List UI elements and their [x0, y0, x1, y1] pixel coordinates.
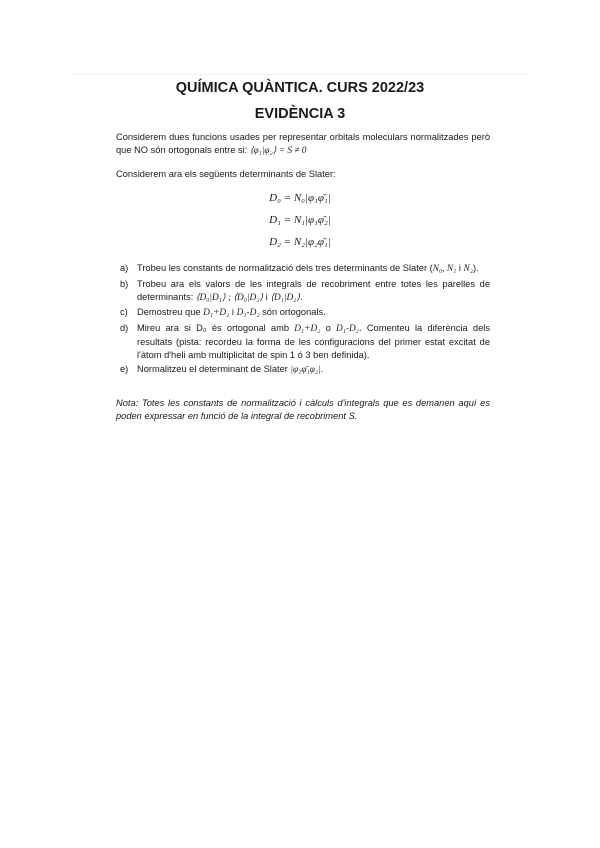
question-item	[116, 363, 490, 377]
item-text: ).	[472, 263, 479, 273]
item-label: c)	[120, 307, 128, 317]
item-text: i	[456, 263, 464, 273]
item-text: i	[263, 291, 271, 302]
item-text: Trobeu les constants de normalització dels tres determinants de Slater (	[137, 263, 433, 273]
item-text: Trobeu ara els valors de les integrals de recobriment entre totes les parelles de determinants:	[137, 278, 490, 302]
item-label: b)	[120, 278, 129, 289]
question-item	[116, 262, 490, 276]
item-label: a)	[120, 263, 129, 273]
item-text: .	[300, 291, 303, 302]
item-text: són ortogonals.	[259, 307, 326, 317]
question-item	[116, 278, 490, 305]
item-math: D₁-D₂	[236, 308, 260, 318]
item-math: D₁+D₂	[294, 323, 321, 334]
equation-d2: D₂ = N₂|φ₂φ̄₁|	[269, 236, 331, 248]
item-math: N₀, N₁	[432, 264, 457, 274]
item-text: i	[229, 307, 237, 317]
item-math: N₂	[463, 264, 473, 274]
item-text: Mireu ara si D₀ és ortogonal amb	[137, 322, 295, 333]
intro2-paragraph: Considerem ara els següents determinants de Slater:	[116, 169, 336, 179]
note-paragraph: Nota: Totes les constants de normalització i càlculs d'integrals que es demanen aquí es poden expressar en funció de la integral de recobriment S.	[116, 398, 490, 421]
item-text: . Comenteu la diferència dels resultats (pista: recordeu la forma de les configuracions del primer estat excitat de l'àtom d'heli amb multiplicitat de spin 1 ó 3 ben definida).	[137, 322, 490, 360]
item-math: |φ₁φ̄₁φ₂|	[290, 365, 321, 375]
document-title: QUÍMICA QUÀNTICA. CURS 2022/23	[175, 80, 425, 96]
question-item	[116, 306, 490, 320]
intro-paragraph	[116, 131, 490, 158]
item-text: o	[320, 322, 337, 333]
item-text: Demostreu que	[137, 307, 204, 317]
question-item	[116, 322, 490, 362]
item-text: .	[320, 364, 324, 374]
item-label: e)	[120, 364, 129, 374]
document-subtitle: EVIDÈNCIA 3	[254, 106, 346, 122]
intro-text: Considerem dues funcions usades per representar orbitals moleculars normalitzades però que NO són ortogonals entre si:	[116, 132, 490, 155]
item-math: D₁+D₂	[203, 308, 230, 318]
equation-d1: D₁ = N₁|φ₁φ̄₂|	[269, 214, 331, 226]
overlap-formula: ⟨φ₁|φ₂⟩ = S ≠ 0	[249, 146, 307, 156]
equation-d0: D₀ = N₀|φ₁φ̄₁|	[269, 192, 331, 204]
item-math: D₁-D₂	[336, 323, 360, 334]
item-text: Normalitzeu el determinant de Slater	[137, 364, 291, 374]
item-math: ⟨D₁|D₂⟩	[270, 292, 301, 303]
page-top-edge	[72, 74, 528, 75]
question-list	[116, 262, 490, 379]
item-label: d)	[120, 322, 129, 333]
item-math: ⟨D₀|D₁⟩ ; ⟨D₀|D₂⟩	[195, 292, 264, 303]
